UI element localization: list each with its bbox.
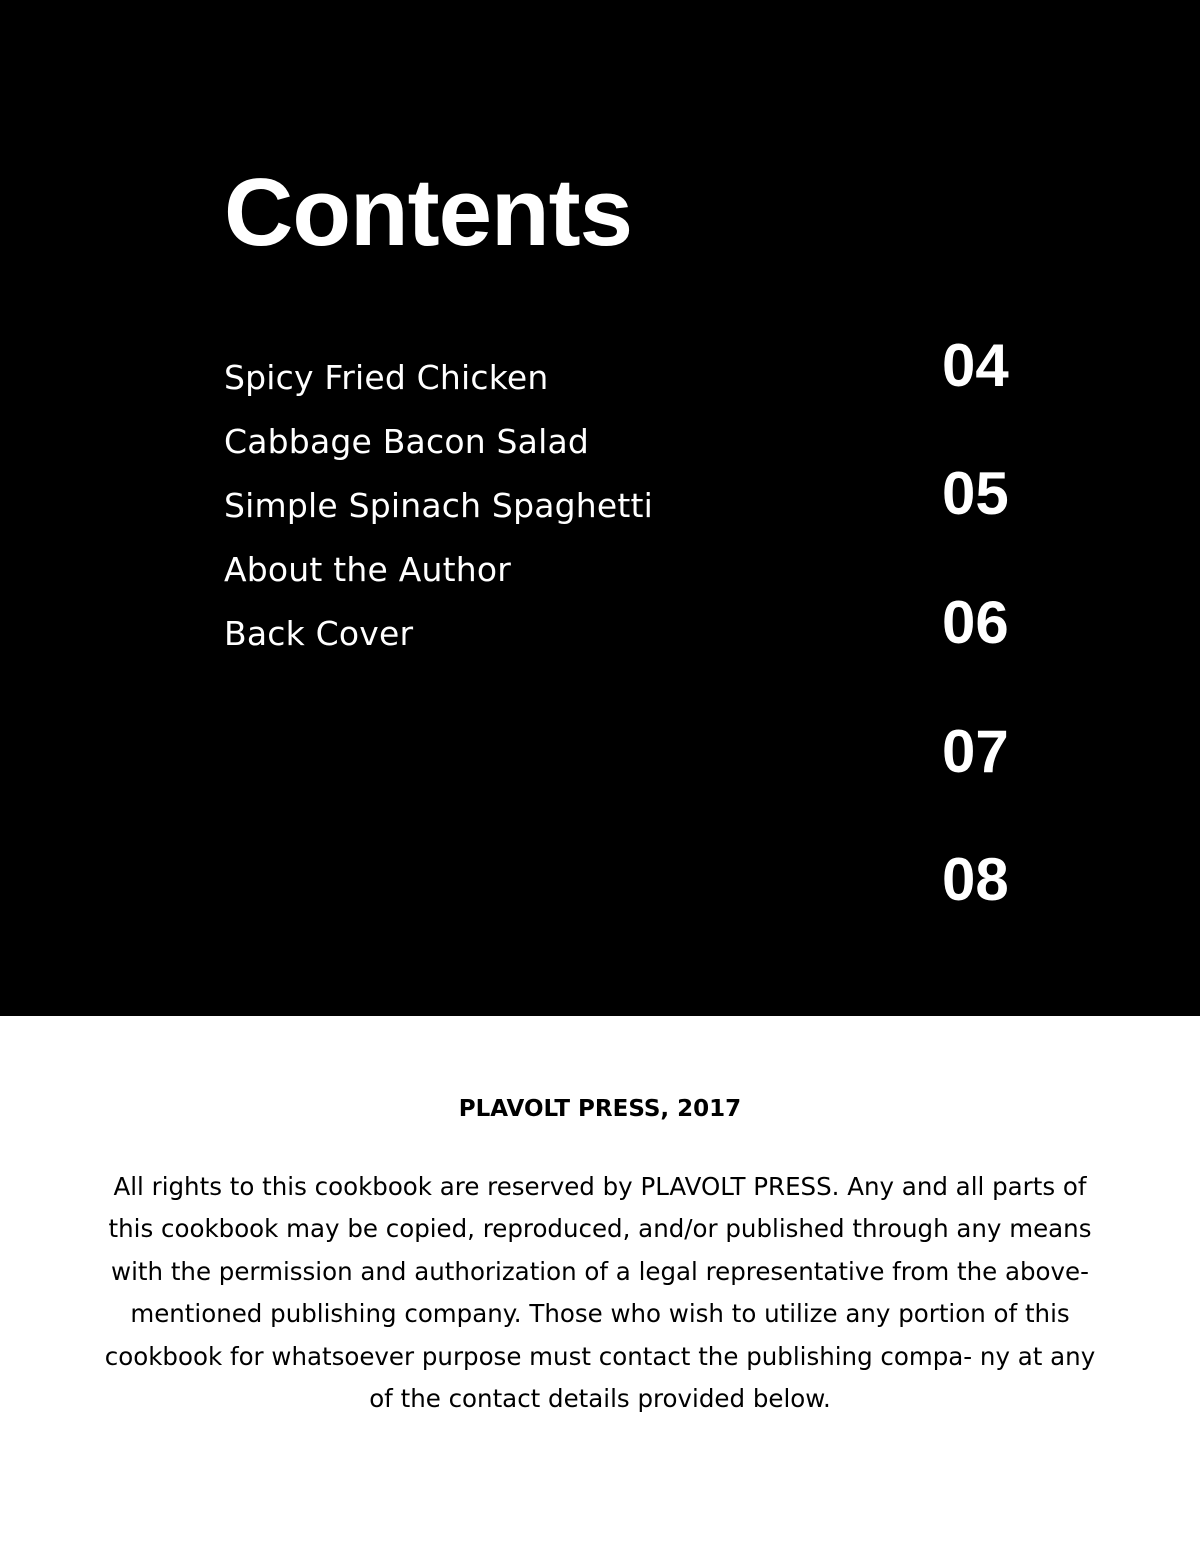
toc-entry-list xyxy=(224,346,864,666)
toc-entry: About the Author xyxy=(224,550,512,589)
colophon xyxy=(0,1016,1200,1552)
toc-page-number: 07 xyxy=(942,718,1009,785)
toc-entry: Back Cover xyxy=(224,614,414,653)
toc-entry: Cabbage Bacon Salad xyxy=(224,422,590,461)
contents-title: Contents xyxy=(224,159,632,266)
toc-page-number: 06 xyxy=(942,589,1009,656)
toc-page-number: 05 xyxy=(942,460,1009,527)
rights-notice: All rights to this cookbook are reserved by PLAVOLT PRESS. Any and all parts of this cookbook may be copied, reproduced, and/or published through any means with the permission and authorization of a legal representative from the above-mentioned publishing company. Those who wish to utilize any portion of this cookbook for whatsoever purpose must contact the publishing compa- ny at any of the contact details provided below. xyxy=(104,1172,1096,1414)
publisher-line: PLAVOLT PRESS, 2017 xyxy=(458,1096,742,1122)
toc-page-number: 04 xyxy=(942,332,1009,399)
toc-page-number: 08 xyxy=(942,846,1009,913)
toc-entry: Spicy Fried Chicken xyxy=(224,358,549,397)
toc-entry: Simple Spinach Spaghetti xyxy=(224,486,654,525)
